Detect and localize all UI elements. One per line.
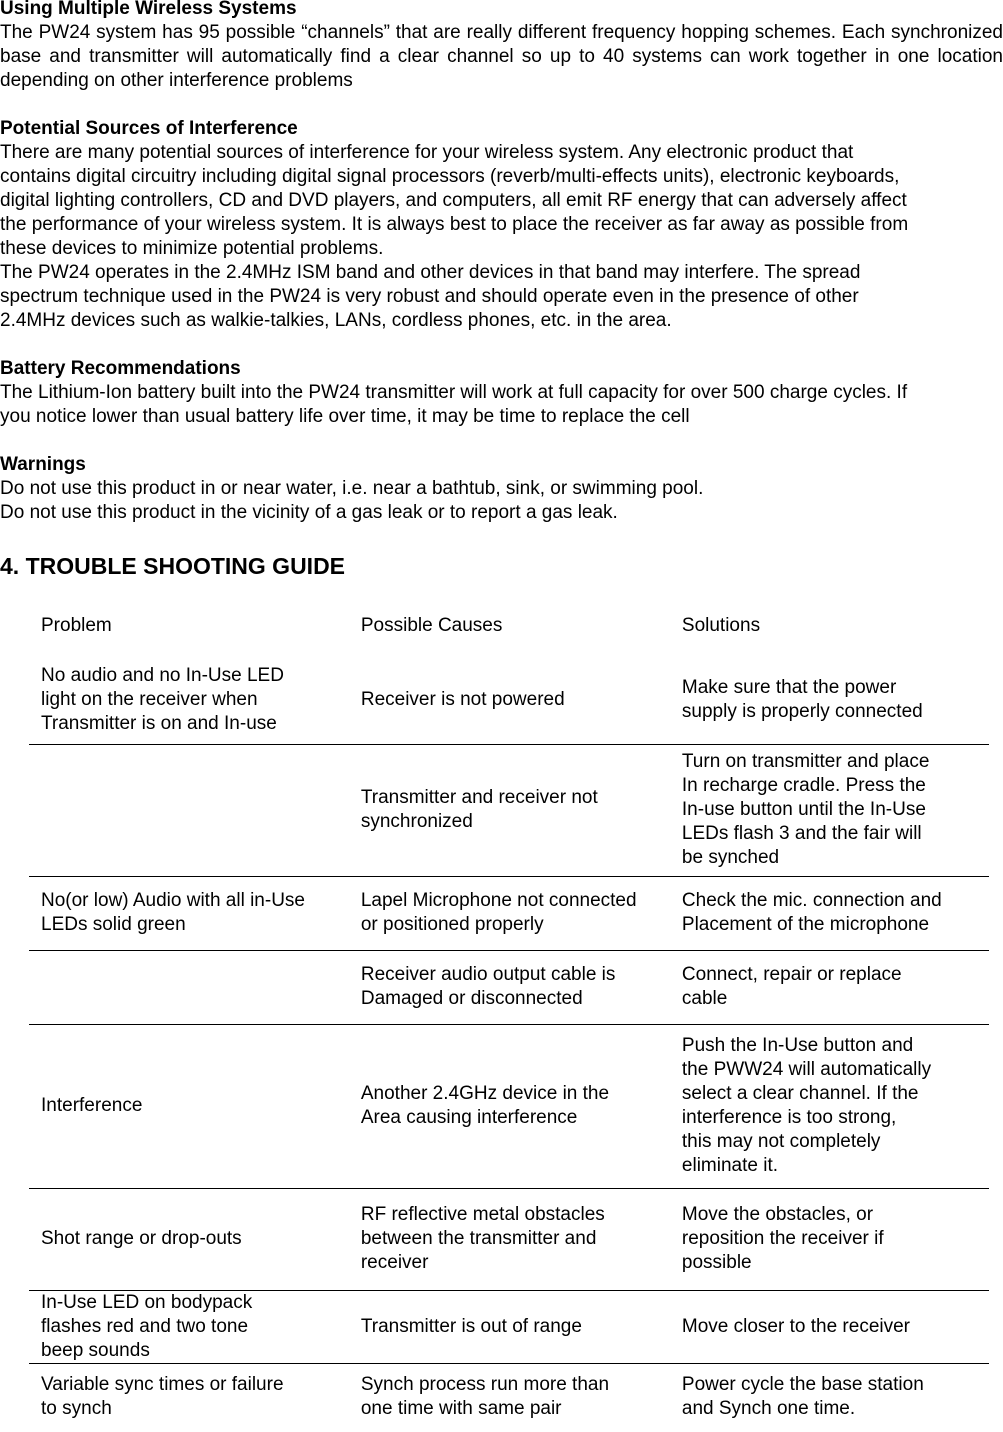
battery-line-1: The Lithium-Ion battery built into the PW24 transmitter will work at full capacity for over 500 charge cycles. If: [0, 382, 908, 403]
interference-line-1: There are many potential sources of interference for your wireless system. Any electronic product that: [0, 142, 854, 163]
cell-line: Turn on transmitter and place: [681, 751, 930, 772]
cause-cell: [349, 950, 670, 1024]
interference-line-8: 2.4MHz devices such as walkie-talkies, LANs, cordless phones, etc. in the area.: [0, 310, 672, 331]
cell-line: and Synch one time.: [681, 1398, 856, 1420]
cause-cell: [349, 1024, 670, 1188]
battery-heading: Battery Recommendations: [0, 358, 241, 379]
cell-line: In-use button until the In-Use: [681, 799, 926, 820]
cause-cell: [349, 1188, 670, 1290]
cell-line: Make sure that the power: [681, 676, 897, 698]
interference-line-5: these devices to minimize potential problems.: [0, 238, 384, 259]
cell-line: LEDs solid green: [41, 914, 186, 935]
problem-cell: [29, 1363, 349, 1431]
cell-line: be synched: [681, 847, 780, 868]
problem-cell: [29, 876, 349, 950]
solution-cell: [670, 656, 989, 744]
problem-cell: [29, 1024, 349, 1188]
cell-line: Variable sync times or failure: [41, 1374, 284, 1396]
cell-line: Synch process run more than: [360, 1374, 610, 1396]
table-row: [29, 876, 989, 950]
solution-cell: [670, 950, 989, 1024]
cell-line: Receiver audio output cable is: [360, 964, 616, 985]
cell-line: Area causing interference: [360, 1107, 578, 1128]
cell-line: Transmitter and receiver not: [360, 787, 598, 808]
cell-line: interference is too strong,: [681, 1107, 897, 1128]
cell-line: Shot range or drop-outs: [41, 1228, 242, 1249]
table-row: [29, 1188, 989, 1290]
problem-cell: [29, 656, 349, 744]
cause-cell: [349, 1290, 670, 1363]
cell-line: Connect, repair or replace: [681, 964, 902, 985]
warnings-line-2: Do not use this product in the vicinity of a gas leak or to report a gas leak.: [0, 502, 618, 523]
cause-cell: [349, 876, 670, 950]
cell-line: synchronized: [360, 811, 473, 832]
multiple-systems-heading: Using Multiple Wireless Systems: [0, 0, 297, 19]
table-row: [29, 950, 989, 1024]
cell-line: In-Use LED on bodypack: [41, 1291, 253, 1313]
multiple-systems-text: The PW24 system has 95 possible “channels” that are really different frequency hopping schemes. Each synchronized base and transmitter will automatically find a clear channel so up to 40 systems can work together in one location depending on other interference problems: [0, 22, 1003, 91]
cell-line: Push the In-Use button and: [681, 1035, 914, 1056]
interference-line-7: spectrum technique used in the PW24 is very robust and should operate even in the presence of other: [0, 286, 859, 307]
cell-line: LEDs flash 3 and the fair will: [681, 823, 922, 844]
cause-cell: [349, 656, 670, 744]
problem-cell: [29, 744, 349, 876]
cell-line: Another 2.4GHz device in the: [360, 1083, 610, 1104]
trouble-shooting-table: [29, 614, 989, 1431]
header-problem: Problem: [41, 615, 112, 636]
interference-heading: Potential Sources of Interference: [0, 118, 298, 139]
cell-line: Transmitter is on and In-use: [41, 712, 277, 734]
interference-line-4: the performance of your wireless system. It is always best to place the receiver as far away as possible from: [0, 214, 909, 235]
cell-line: eliminate it.: [681, 1155, 779, 1176]
document-page: [0, 0, 1003, 581]
solution-cell: [670, 876, 989, 950]
cell-line: No audio and no In-Use LED: [41, 664, 284, 686]
cell-line: Power cycle the base station: [681, 1374, 924, 1396]
cell-line: light on the receiver when: [41, 688, 258, 710]
table-row: [29, 1363, 989, 1431]
cell-line: No(or low) Audio with all in-Use: [41, 890, 305, 911]
problem-cell: [29, 1188, 349, 1290]
table-header-row: [29, 614, 989, 656]
solution-cell: [670, 1024, 989, 1188]
interference-line-2: contains digital circuitry including digital signal processors (reverb/multi-effects units), electronic keyboards,: [0, 166, 900, 187]
solution-cell: [670, 1363, 989, 1431]
table-row: [29, 744, 989, 876]
cell-line: the PWW24 will automatically: [681, 1059, 932, 1080]
battery-line-2: you notice lower than usual battery life over time, it may be time to replace the cell: [0, 406, 690, 427]
cell-line: reposition the receiver if: [681, 1228, 884, 1249]
cell-line: select a clear channel. If the: [681, 1083, 919, 1104]
cell-line: one time with same pair: [360, 1398, 562, 1420]
solution-cell: [670, 1290, 989, 1363]
cell-line: RF reflective metal obstacles: [360, 1204, 605, 1225]
cell-line: Move closer to the receiver: [681, 1315, 910, 1337]
trouble-shooting-title: 4. TROUBLE SHOOTING GUIDE: [0, 553, 346, 579]
cause-cell: [349, 744, 670, 876]
cell-line: Check the mic. connection and: [681, 890, 942, 911]
table-body: [29, 656, 989, 1431]
warnings-heading: Warnings: [0, 454, 86, 475]
header-solutions: Solutions: [681, 615, 761, 636]
cell-line: Damaged or disconnected: [360, 988, 583, 1009]
cell-line: Transmitter is out of range: [360, 1315, 582, 1337]
header-possible-causes: Possible Causes: [360, 615, 503, 636]
cell-line: flashes red and two tone: [41, 1315, 249, 1337]
problem-cell: [29, 1290, 349, 1363]
warnings-line-1: Do not use this product in or near water, i.e. near a bathtub, sink, or swimming pool.: [0, 478, 704, 499]
cell-line: receiver: [360, 1252, 429, 1273]
problem-cell: [29, 950, 349, 1024]
cell-line: Move the obstacles, or: [681, 1204, 874, 1225]
interference-line-3: digital lighting controllers, CD and DVD players, and computers, all emit RF energy that can adversely affect: [0, 190, 907, 211]
table-row: [29, 1024, 989, 1188]
cell-line: supply is properly connected: [681, 700, 923, 722]
cell-line: this may not completely: [681, 1131, 881, 1152]
table-row: [29, 656, 989, 744]
cell-line: or positioned properly: [360, 914, 544, 935]
cause-cell: [349, 1363, 670, 1431]
cell-line: Interference: [41, 1095, 143, 1116]
cell-line: possible: [681, 1252, 752, 1273]
cell-line: beep sounds: [41, 1339, 150, 1361]
cell-line: Lapel Microphone not connected: [360, 890, 637, 911]
cell-line: Placement of the microphone: [681, 914, 930, 935]
cell-line: to synch: [41, 1398, 112, 1420]
cell-line: In recharge cradle. Press the: [681, 775, 926, 796]
cell-line: cable: [681, 988, 728, 1009]
solution-cell: [670, 744, 989, 876]
cell-line: between the transmitter and: [360, 1228, 597, 1249]
interference-line-6: The PW24 operates in the 2.4MHz ISM band and other devices in that band may interfere. The spread: [0, 262, 861, 283]
solution-cell: [670, 1188, 989, 1290]
cell-line: Receiver is not powered: [360, 688, 565, 710]
table-row: [29, 1290, 989, 1363]
